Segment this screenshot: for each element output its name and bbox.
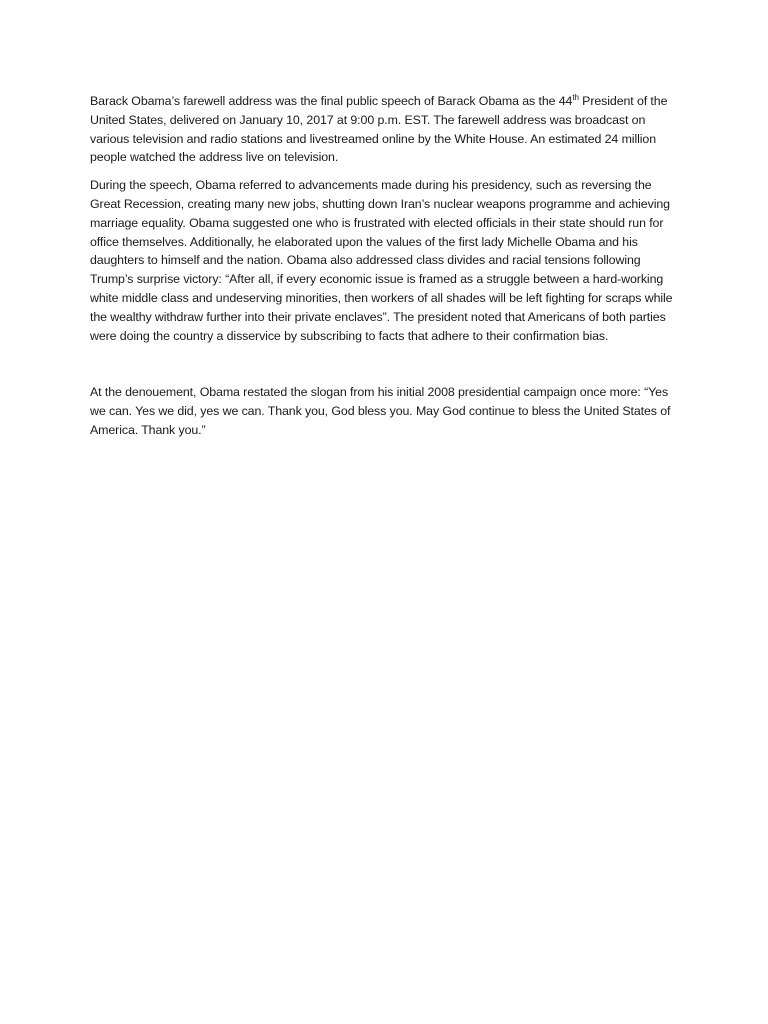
document-body	[90, 92, 684, 440]
ordinal-suffix: th	[572, 93, 579, 102]
paragraph-intro-text-end: President of the United States, delivered on January 10, 2017 at 9:00 p.m. EST. The farewell address was broadcast on various television and radio stations and livestreamed online by the White House. An estimated 24 million people watched the address live on television.	[90, 94, 668, 165]
paragraph-intro	[90, 92, 684, 167]
paragraph-denouement: At the denouement, Obama restated the slogan from his initial 2008 presidential campaign once more: “Yes we can. Yes we did, yes we can. Thank you, God bless you. May God continue to bless the United States of America. Thank you.”	[90, 385, 671, 437]
paragraph-speech-content: During the speech, Obama referred to advancements made during his presidency, such as reversing the Great Recession, creating many new jobs, shutting down Iran’s nuclear weapons programme and achieving marriage equality. Obama suggested one who is frustrated with elected officials in their state should run for office themselves. Additionally, he elaborated upon the values of the first lady Michelle Obama and his daughters to himself and the nation. Obama also addressed class divides and racial tensions following Trump’s surprise victory: “After all, if every economic issue is framed as a struggle between a hard-working white middle class and undeserving minorities, then workers of all shades will be left fighting for scraps while the wealthy withdraw further into their private enclaves”. The president noted that Americans of both parties were doing the country a disservice by subscribing to facts that adhere to their confirmation bias.	[90, 178, 673, 343]
paragraph-intro-text-start: Barack Obama’s farewell address was the final public speech of Barack Obama as the 44	[90, 94, 573, 108]
